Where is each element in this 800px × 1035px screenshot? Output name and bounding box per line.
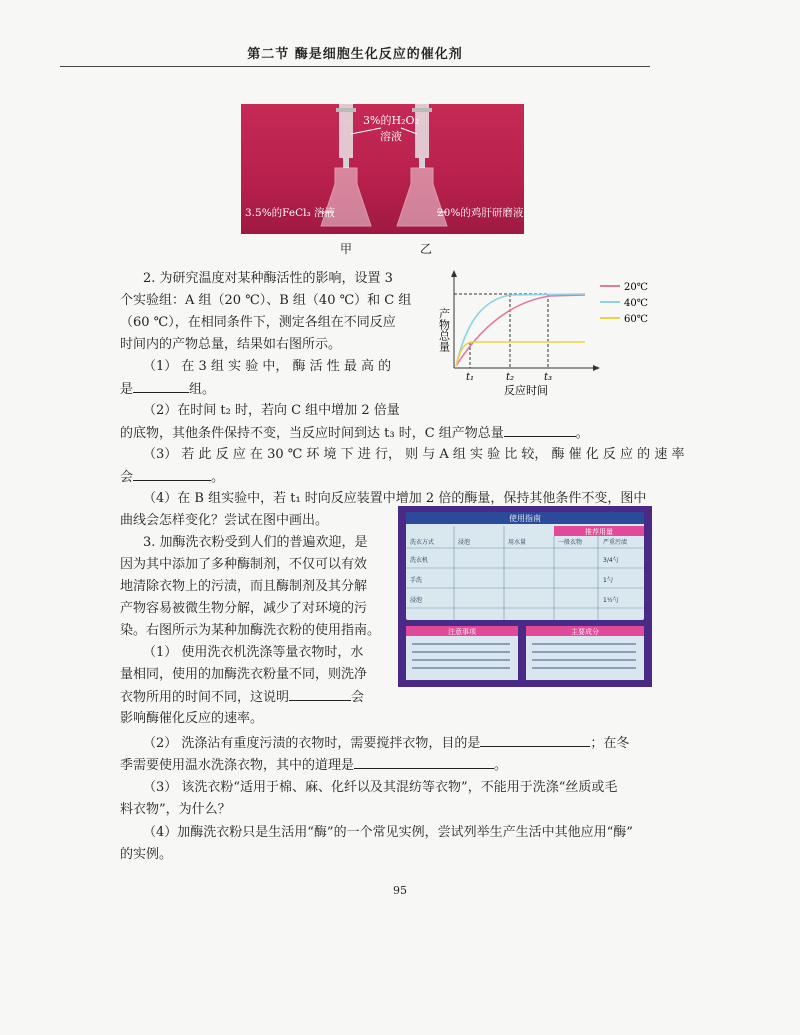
guide-amount3: 1½勺 [603,597,619,604]
guide-amount2: 1勺 [603,577,613,584]
q2-part3-suffix: 。 [211,470,225,485]
detergent-guide-illustration [398,506,652,687]
guide-dosage: 推荐用量 [585,528,613,536]
q2-part2-suffix: 。 [575,426,589,441]
q3-intro-1: 3. 加酶洗衣粉受到人们的普遍欢迎，是 [143,535,368,550]
q3-part1-line2: 量相同，使用的加酶洗衣粉量不同，则洗净 [120,667,368,682]
q3-part4-line2: 的实例。 [120,847,173,862]
q3-part2-suffix: ；在冬 [590,736,630,751]
q2-intro-4: 时间内的产物总量，结果如右图所示。 [120,337,342,352]
guide-col1: 洗衣方式 [410,539,435,546]
series-60c [456,342,585,366]
q2-part4-line2: 曲线会怎样变化？尝试在图中画出。 [120,513,329,528]
q3-part1-prefix: 衣物所用的时间不同，这说明 [120,690,290,705]
q2-part2-prefix: 的底物，其他条件保持不变，当反应时间到达 t₃ 时，C 组产物总量 [120,426,504,441]
q3-part2-line2 [120,754,507,777]
q2-part2-line2 [120,422,589,445]
q2-part1-line1: （1） 在 3 组 实 验 中， 酶 活 性 最 高 的 [143,359,392,374]
answer-blank[interactable] [133,466,211,481]
q3-part1-line1: （1） 使用洗衣机洗涤等量衣物时，水 [143,645,364,660]
page-header: 第二节 酶是细胞生化反应的催化剂 [247,47,463,62]
answer-blank[interactable] [354,754,494,769]
label-liver: 20%的鸡肝研磨液 [437,207,524,219]
answer-blank[interactable] [289,686,351,701]
label-fecl3: 3.5%的FeCl₃ 溶液 [245,207,336,219]
detergent-guide-photo [398,506,652,687]
x-tick-t2: t₂ [506,372,515,383]
q3-part2-line1 [143,732,629,755]
x-tick-t3: t₃ [544,372,553,383]
guide-amount1: 3/4勺 [603,557,619,564]
q3-part2-line2-suffix: 。 [494,758,508,773]
q2-part1-prefix: 是 [120,382,134,397]
y-axis-arrow [451,270,457,277]
q2-part3-line1: （3） 若 此 反 应 在 30 ℃ 环 境 下 进 行， 则 与 A 组 实 验 比 较， 酶 催 化 反 应 的 速 率 [143,447,685,462]
q3-part1-line4: 影响酶催化反应的速率。 [120,711,264,726]
temperature-chart [430,268,660,398]
x-tick-t1: t₁ [466,372,475,383]
q2-part1-suffix: 组。 [189,382,216,397]
q3-part4-line1: （4）加酶洗衣粉只是生活用“酶”的一个常见实例，尝试列举生产生活中其他应用“酶” [143,825,633,840]
guide-row1: 洗衣机 [410,557,429,564]
guide-row3: 浸泡 [410,597,423,604]
flask-illustration [241,104,524,234]
q2-part2-line1: （2）在时间 t₂ 时，若向 C 组中增加 2 倍量 [143,403,400,418]
label-h2o2-line2: 溶液 [380,130,402,143]
q3-part1-line3 [120,686,364,709]
guide-col4: 一般衣物 [558,539,583,546]
answer-blank[interactable] [504,422,576,437]
q2-intro-1: 2. 为研究温度对某种酶活性的影响，设置 3 [143,271,393,286]
q3-intro-5: 染。右图所示为某种加酶洗衣粉的使用指南。 [120,623,381,638]
header-rule [60,66,650,67]
q3-intro-3: 地清除衣物上的污渍，而且酶制剂及其分解 [120,579,368,594]
guide-title: 使用指南 [509,514,541,523]
q3-part2-line2-prefix: 季需要使用温水洗涤衣物，其中的道理是 [120,758,355,773]
guide-ingredients: 主要成分 [571,628,599,636]
series-20c [456,295,585,366]
guide-col3: 用水量 [508,539,527,546]
q2-part1-line2 [120,378,215,401]
q2-part3-line2 [120,466,224,489]
legend-label-60c: 60℃ [624,314,648,325]
x-axis-arrow [593,365,600,371]
answer-blank[interactable] [480,732,590,747]
legend-label-40c: 40℃ [624,298,648,309]
guide-notes: 注意事项 [448,628,476,636]
q3-part3-line1: （3） 该洗衣粉“适用于棉、麻、化纤以及其混纺等衣物”，不能用于洗涤“丝质或毛 [143,780,618,795]
x-axis-label: 反应时间 [504,384,548,397]
chart-svg [430,268,660,398]
guide-col5: 严重污渍 [603,539,628,546]
q2-intro-2: 个实验组：A 组（20 ℃）、B 组（40 ℃）和 C 组 [120,293,412,308]
y-axis-label: 产物总量 [437,308,451,352]
experiment-photo [241,104,524,234]
q3-intro-4: 产物容易被微生物分解，减少了对环境的污 [120,601,368,616]
legend-label-20c: 20℃ [624,282,648,293]
q3-part3-line2: 料衣物”，为什么？ [120,802,231,817]
q2-part4-line1: （4）在 B 组实验中，若 t₁ 时向反应装置中增加 2 倍的酶量，保持其他条件不变，图中 [143,491,647,506]
page-number: 95 [393,884,407,897]
label-h2o2: 3%的H₂O₂ [363,114,419,127]
guide-col2: 浸泡 [458,539,471,546]
q3-part1-suffix: 会 [351,690,365,705]
answer-blank[interactable] [133,378,189,393]
caption-left: 甲 [340,242,353,256]
q2-part3-prefix: 会 [120,470,134,485]
caption-right: 乙 [420,242,433,256]
q2-intro-3: （60 ℃），在相同条件下，测定各组在不同反应 [120,315,396,330]
q3-intro-2: 因为其中添加了多种酶制剂，不仅可以有效 [120,557,368,572]
guide-row2: 手洗 [410,577,423,584]
q3-part2-prefix: （2） 洗涤沾有重度污渍的衣物时，需要搅拌衣物，目的是 [143,736,481,751]
